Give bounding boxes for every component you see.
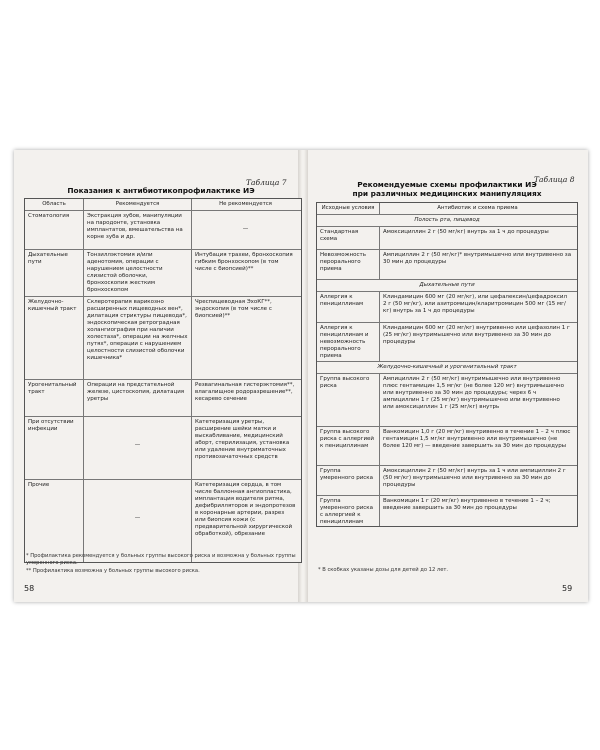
book-spread (14, 150, 588, 602)
area-cell: Желудочно-кишечный тракт (28, 299, 77, 312)
condition-cell: Невозможность перорального приема (320, 252, 366, 272)
table-row (25, 479, 301, 562)
header-cell: Не рекомендуется (191, 199, 299, 210)
footnote: * В скобках указаны дозы для детей до 12 лет. (318, 567, 449, 573)
table-title: Рекомендуемые схемы профилактики ИЭ (357, 180, 537, 189)
condition-cell: Группа высокого риска (320, 376, 370, 389)
indications-table (24, 198, 302, 563)
table-row (317, 426, 577, 465)
section-title: Полость рта, пищевод (414, 217, 480, 223)
recommended-cell: — (83, 417, 191, 479)
section-title: Желудочно-кишечный и урогенитальный тракт (377, 364, 517, 370)
section-title: Дыхательные пути (419, 282, 475, 288)
table-subtitle: при различных медицинских манипуляциях (352, 189, 542, 198)
not-recommended-cell: — (191, 211, 299, 249)
not-recommended-cell: Резвагинальная гистерэктомия**, влагалищное родоразрешение**, кесарево сечение (191, 380, 299, 416)
area-cell: При отсутствии инфекции (28, 419, 74, 432)
not-recommended-cell: Катетеризация уретры, расширение шейки матки и выскабливание, медицинский аборт, стерилизация, установка или удаление внутриматочных противозачаточных средств (191, 417, 299, 479)
recommended-cell: Экстракция зубов, манипуляции на пародонте, установка имплантатов, вмешательства на корне зуба и др. (83, 211, 191, 249)
table-row (25, 416, 301, 479)
recommended-cell: Операции на предстательной железе, цистоскопия, дилатация уретры (83, 380, 191, 416)
condition-cell: Аллергия к пенициллинам и невозможность перорального приема (320, 325, 369, 359)
footnote: * Профилактика рекомендуется у больных группы высокого риска и возможна у больных группы умеренного риска. (26, 553, 296, 566)
scheme-cell: Амоксициллин 2 г (50 мг/кг) внутрь за 1 ч или ампициллин 2 г (50 мг/кг) внутримышечно или внутривенно за 30 мин до процедуры (379, 466, 575, 495)
right-page (308, 150, 588, 602)
header-cell: Антибиотик и схема приема (379, 203, 575, 214)
condition-cell: Группа высокого риска с аллергией к пенициллинам (320, 429, 375, 449)
scheme-cell: Амоксициллин 2 г (50 мг/кг) внутрь за 1 ч до процедуры (379, 227, 575, 249)
not-recommended-cell: Интубация трахеи, бронхоскопия гибким бронхоскопом (в том числе с биопсией)** (191, 250, 299, 296)
area-cell: Стоматология (28, 213, 70, 219)
table-row (25, 249, 301, 296)
recommended-cell: — (83, 480, 191, 562)
table-row (317, 249, 577, 279)
condition-cell: Группа умеренного риска (320, 468, 374, 481)
area-cell: Прочие (28, 482, 50, 488)
scheme-cell: Клиндамицин 600 мг (20 мг/кг) внутривенно или цефазолин 1 г (25 мг/кг) внутримышечно или внутривенно за 30 мин до процедуры (379, 323, 575, 361)
table-label: Таблица 7 (246, 178, 287, 187)
area-cell: Дыхательные пути (28, 252, 68, 265)
condition-cell: Стандартная схема (320, 229, 359, 242)
table-row (25, 379, 301, 416)
scheme-cell: Ампициллин 2 г (50 мг/кг)* внутримышечно или внутривенно за 30 мин до процедуры (379, 250, 575, 279)
left-page (14, 150, 302, 602)
section-heading (317, 361, 577, 373)
table-row (317, 291, 577, 322)
page-number: 58 (24, 584, 35, 593)
table-header-row (317, 203, 577, 214)
page-number: 59 (562, 584, 573, 593)
footnote: ** Профилактика возможна у больных группы высокого риска. (26, 568, 200, 574)
table-row (317, 495, 577, 526)
recommended-cell: Тонзиллэктомия и/или аденотомия, операции с нарушением целостности слизистой оболочки, бронхоскопия жестким бронхоскопом (83, 250, 191, 296)
table-title: Показания к антибиотикопрофилактике ИЭ (67, 186, 255, 195)
header-cell: Исходные условия (321, 205, 375, 211)
scheme-cell: Ванкомицин 1,0 г (20 мг/кг) внутривенно в течение 1 – 2 ч плюс гентамицин 1,5 мг/кг внутривенно или внутримышечно (не более 120 мг) — введение завершить за 30 мин до процедуры (379, 427, 575, 465)
table-row (25, 210, 301, 249)
section-heading (317, 214, 577, 226)
condition-cell: Группа умеренного риска с аллергией к пенициллинам (320, 498, 374, 525)
recommended-cell: Склеротерапия варикозно расширенных пищеводных вен*, дилатация стриктуры пищевода*, эндоскопическая ретроградная холангиография при наличии холестаза*, операции на желчных путях*, операции с нарушением целостности слизистой оболочки кишечника* (83, 297, 191, 379)
not-recommended-cell: Катетеризация сердца, в том числе баллонная ангиопластика, имплантация водителя ритма, дефибрилляторов и эндопротезов в коронарные артерии, разрез или биопсия кожи (с предварительной хирургической обработкой), обрезание (191, 480, 299, 562)
table-row (317, 226, 577, 249)
table-header-row (25, 199, 301, 210)
table-row (317, 322, 577, 361)
header-cell: Рекомендуется (83, 199, 191, 210)
scheme-cell: Ванкомицин 1 г (20 мг/кг) внутривенно в течение 1 – 2 ч; введение завершить за 30 мин до процедуры (379, 496, 575, 526)
scheme-cell: Ампициллин 2 г (50 мг/кг) внутримышечно или внутривенно плюс гентамицин 1,5 мг/кг (не более 120 мг) внутримышечно или внутривенно за 30 мин до процедуры; через 6 ч ампициллин 1 г (25 мг/кг) внутримышечно или внутривенно или амоксициллин 1 г (25 мг/кг) внутрь (379, 374, 575, 426)
area-cell: Урогенитальный тракт (28, 382, 77, 395)
scheme-cell: Клиндамицин 600 мг (20 мг/кг), или цефалексин/цефадроксил 2 г (50 мг/кг), или азитромицин/кларитромицин 500 мг (15 мг/кг) внутрь за 1 ч до процедуры (379, 292, 575, 322)
not-recommended-cell: Чреспищеводная ЭхоКГ**, эндоскопия (в том числе с биопсией)** (191, 297, 299, 379)
condition-cell: Аллергия к пенициллинам (320, 294, 364, 307)
table-row (317, 465, 577, 495)
table-row (25, 296, 301, 379)
prophylaxis-table (316, 202, 578, 527)
header-cell: Область (42, 201, 66, 207)
table-row (317, 373, 577, 426)
section-heading (317, 279, 577, 291)
table-label: Таблица 8 (534, 175, 575, 184)
